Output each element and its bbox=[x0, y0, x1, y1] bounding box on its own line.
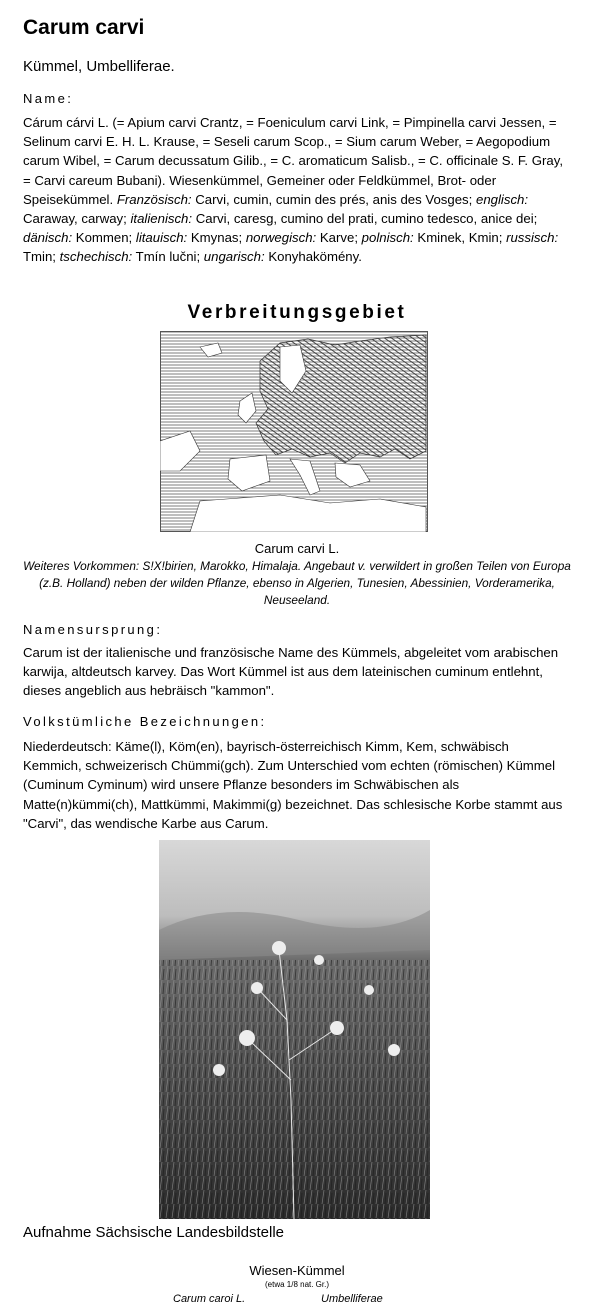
name-text: Kommen; bbox=[72, 230, 136, 246]
photo-caption-latin: Carum caroi L. bbox=[173, 1293, 246, 1305]
meadow-photo-image bbox=[159, 840, 430, 1219]
language-label: Französisch: bbox=[116, 191, 192, 207]
map-note: Weiteres Vorkommen: S!X!birien, Marokko, Himalaja. Angebaut v. verwildert in großen Teilen von Europa (z.B. Holland) neben der wilden Pflanze, ebenso in Algerien, Tunesien, Abessinien, Vorderamerika, Neuseeland. bbox=[23, 559, 571, 607]
folk-names-paragraph: Niederdeutsch: Käme(l), Köm(en), bayrisch-österreichisch Kimm, Kem, schwäbisch Kemmich, schweizerisch Chümmi(gch). Zum Unterschied vom echten (römischen) Kümmel (Cuminum Cyminum) wird unsere Pflanze besonders im Schwäbischen als Matte(n)kümmi(ch), Mattkümmi, Makimmi(g) bezeichnet. Das schlesische Korbe stammt aus "Carvi", das wendische Karbe aus Carum. bbox=[23, 739, 563, 831]
language-label: litauisch: bbox=[135, 230, 188, 246]
name-text: Caraway, carway; bbox=[23, 211, 131, 227]
language-label: englisch: bbox=[475, 191, 529, 207]
folk-names-heading: Volkstümliche Bezeichnungen: bbox=[23, 714, 267, 729]
photo-caption-title: Wiesen-Kümmel bbox=[249, 1263, 345, 1278]
map-title: Verbreitungsgebiet bbox=[187, 302, 407, 323]
language-label: ungarisch: bbox=[203, 249, 265, 265]
map-caption: Carum carvi L. bbox=[254, 541, 340, 556]
distribution-map bbox=[160, 331, 428, 532]
language-label: tschechisch: bbox=[59, 249, 133, 265]
name-text: Tmin; bbox=[23, 249, 60, 265]
language-label: russisch: bbox=[506, 230, 559, 246]
europe-map-image bbox=[160, 331, 428, 532]
origin-heading: Namensursprung: bbox=[23, 622, 163, 637]
name-text: Carvi, cumin, cumin des prés, anis des Vosges; bbox=[191, 191, 476, 207]
photo-credit: Aufnahme Sächsische Landesbildstelle bbox=[23, 1224, 284, 1241]
photo-caption-family: Umbelliferae bbox=[321, 1293, 383, 1305]
plant-photo bbox=[159, 840, 430, 1219]
page-subtitle: Kümmel, Umbelliferae. bbox=[23, 58, 175, 75]
language-label: dänisch: bbox=[23, 230, 73, 246]
language-label: italienisch: bbox=[130, 211, 193, 227]
language-label: norwegisch: bbox=[245, 230, 317, 246]
name-text: Kminek, Kmin; bbox=[413, 230, 507, 246]
photo-caption-scale: (etwa 1/8 nat. Gr.) bbox=[264, 1280, 330, 1289]
origin-paragraph: Carum ist der italienische und französische Name des Kümmels, abgeleitet vom arabischen karwija, altdeutsch karvey. Das Wort Kümmel ist aus dem lateinischen cuminum entlehnt, dieses angeblich aus hebräisch "kammon". bbox=[23, 645, 559, 699]
name-heading: Name: bbox=[23, 91, 74, 106]
name-text: Konyhakömény. bbox=[264, 249, 362, 265]
name-text: Carvi, caresg, cumino del prati, cumino tedesco, anice dei; bbox=[192, 211, 538, 227]
name-text: Cárum cárvi L. (= Apium carvi Crantz, = Foeniculum carvi Link, = Pimpinella carvi Jessen, = Selinum carvi E. H. L. Krause, = Seseli carum Scop., = Sium carum Weber, = Aegopodium carum Wibel, = Carum decussatum Gilib., = C. aromaticum Salisb., = C. officinale S. F. Gray, = Carvi careum Bubani). Wiesenkümmel, Gemeiner oder Feldkümmel, Brot- oder Speisekümmel. bbox=[23, 115, 564, 207]
page-title: Carum carvi bbox=[23, 16, 145, 39]
language-label: polnisch: bbox=[361, 230, 414, 246]
name-text: Tmín lučni; bbox=[132, 249, 204, 265]
name-text: Karve; bbox=[316, 230, 362, 246]
name-text: Kmynas; bbox=[187, 230, 246, 246]
name-paragraph bbox=[23, 113, 571, 267]
